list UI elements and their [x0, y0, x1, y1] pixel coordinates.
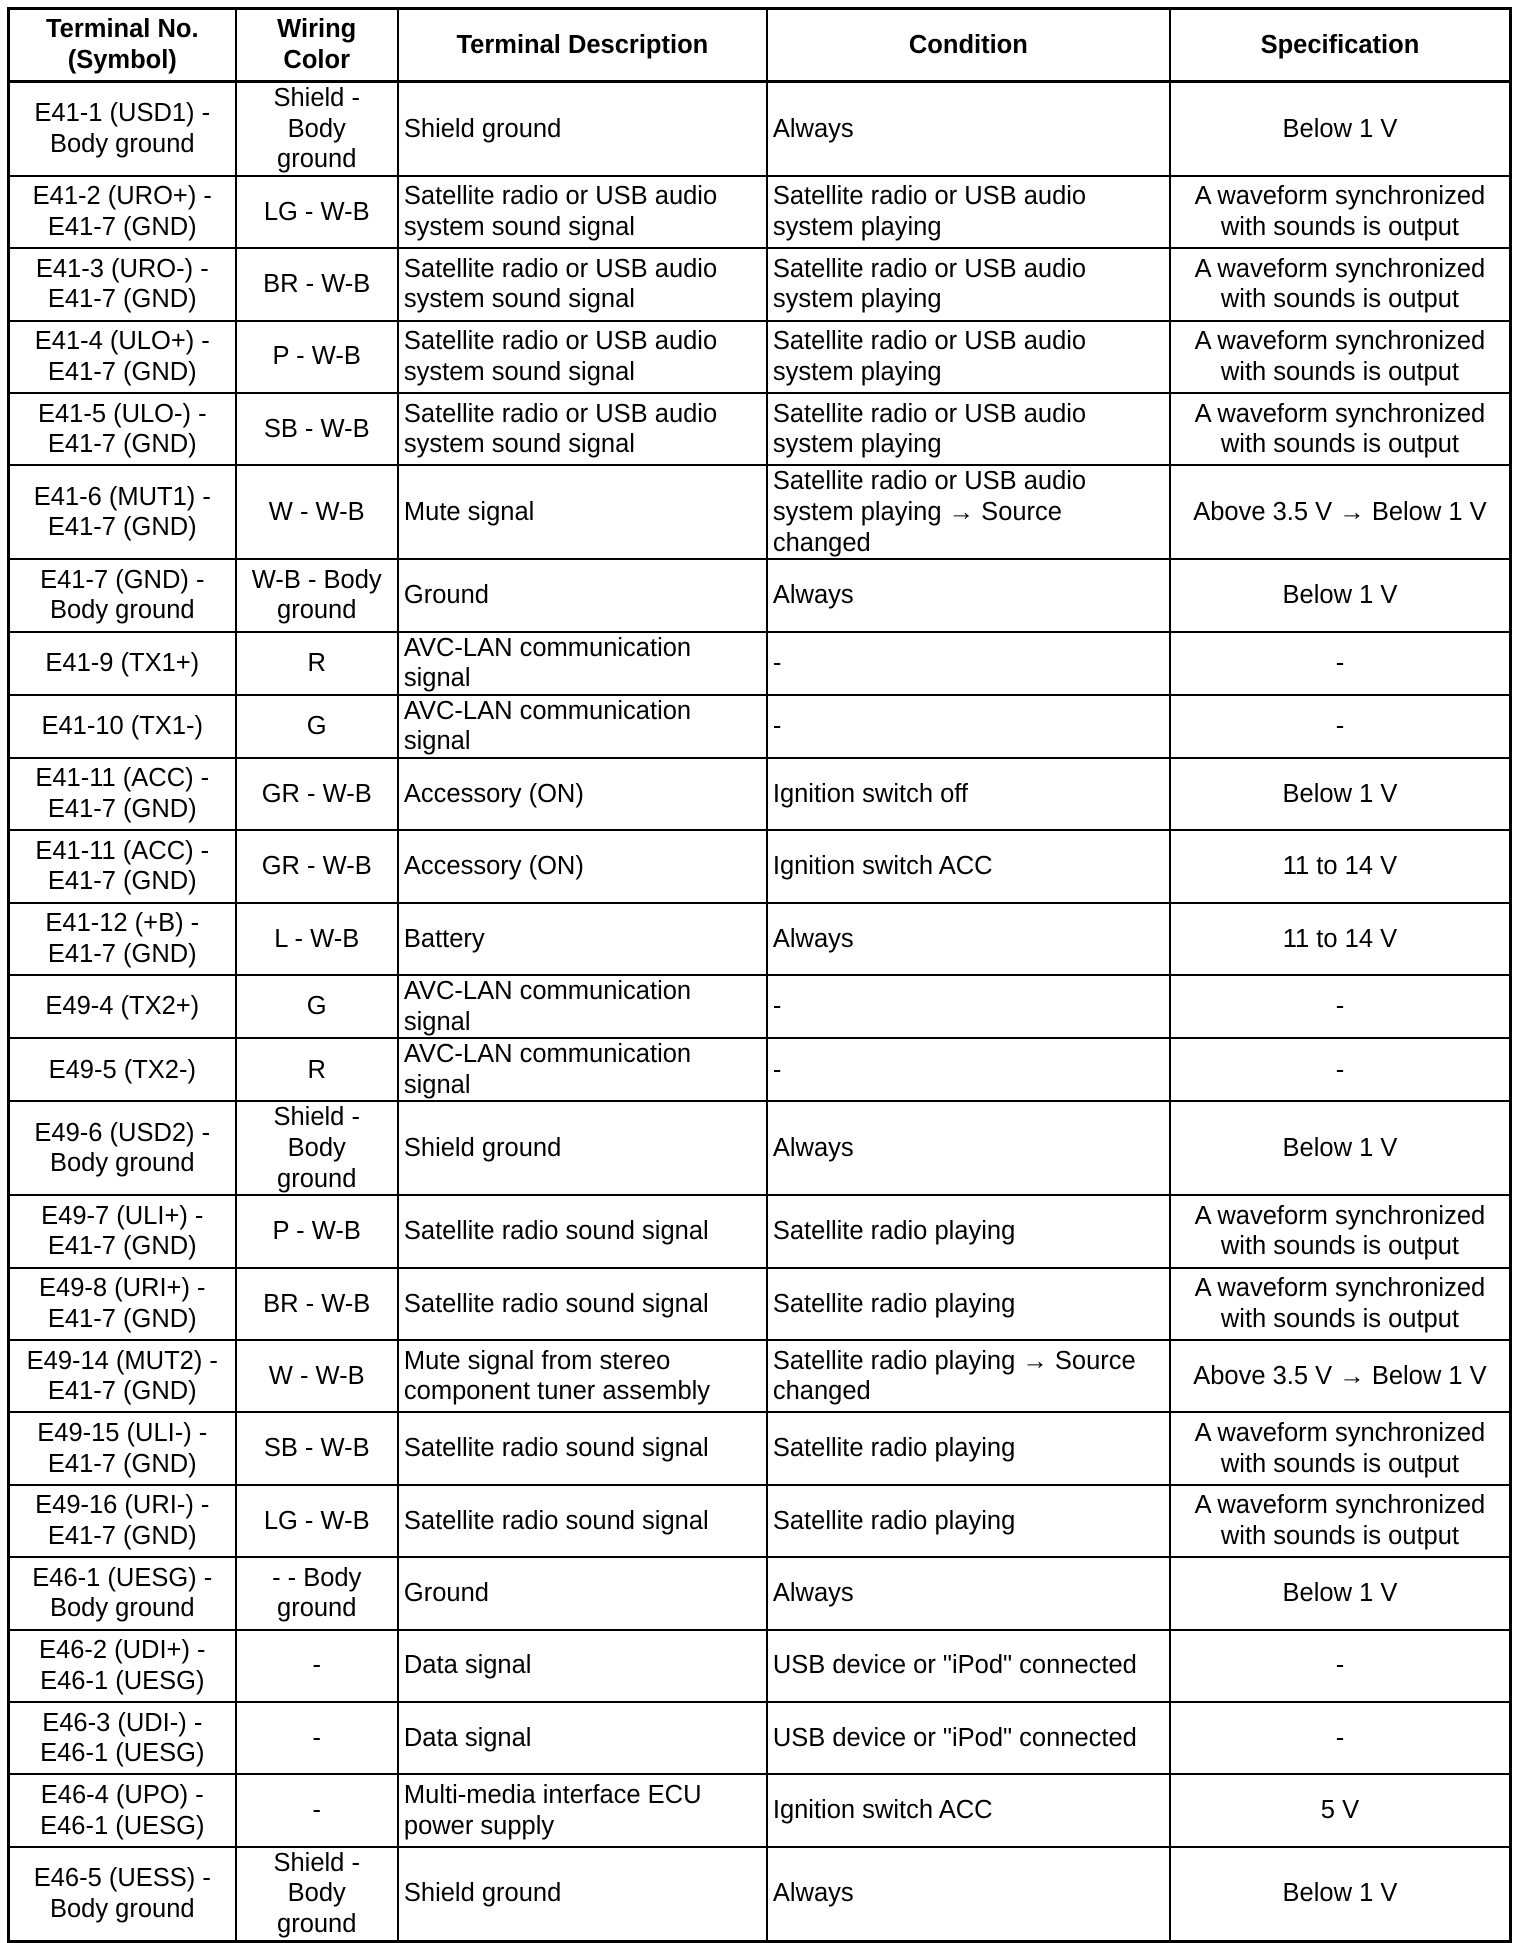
table-row — [9, 1630, 1511, 1702]
wiring-color-cell: R — [236, 1038, 398, 1101]
specification-cell: - — [1170, 1702, 1511, 1774]
table-row — [9, 82, 1511, 176]
specification-cell: Below 1 V — [1170, 758, 1511, 830]
condition-cell: Satellite radio or USB audio system playing — [767, 321, 1170, 393]
table-row — [9, 176, 1511, 248]
wiring-color-cell: GR - W-B — [236, 758, 398, 830]
description-cell: Satellite radio or USB audio system sound signal — [398, 248, 767, 320]
description-cell: Ground — [398, 559, 767, 631]
condition-cell: Ignition switch ACC — [767, 1774, 1170, 1846]
header-specification: Specification — [1170, 9, 1511, 82]
description-cell: AVC-LAN communication signal — [398, 695, 767, 758]
description-cell: Multi-media interface ECU power supply — [398, 1774, 767, 1846]
wiring-color-cell: Shield - Body ground — [236, 1847, 398, 1941]
header-terminal-no: Terminal No. (Symbol) — [9, 9, 236, 82]
table-row — [9, 465, 1511, 559]
specification-cell: Below 1 V — [1170, 1557, 1511, 1629]
header-terminal-description: Terminal Description — [398, 9, 767, 82]
specification-cell: A waveform synchronized with sounds is output — [1170, 393, 1511, 465]
wiring-color-cell: G — [236, 695, 398, 758]
condition-cell: Always — [767, 1557, 1170, 1629]
terminal-cell: E46-3 (UDI-) - E46-1 (UESG) — [9, 1702, 236, 1774]
specification-cell: - — [1170, 975, 1511, 1038]
table-row — [9, 975, 1511, 1038]
specification-cell: 11 to 14 V — [1170, 903, 1511, 975]
condition-cell: USB device or "iPod" connected — [767, 1630, 1170, 1702]
condition-cell: Satellite radio or USB audio system playing — [767, 176, 1170, 248]
terminal-cell: E49-5 (TX2-) — [9, 1038, 236, 1101]
terminal-cell: E49-4 (TX2+) — [9, 975, 236, 1038]
wiring-color-cell: SB - W-B — [236, 1412, 398, 1484]
wiring-color-cell: W - W-B — [236, 465, 398, 559]
wiring-color-cell: BR - W-B — [236, 248, 398, 320]
description-cell: Mute signal — [398, 465, 767, 559]
wiring-color-cell: BR - W-B — [236, 1268, 398, 1340]
description-cell: AVC-LAN communication signal — [398, 632, 767, 695]
condition-cell: Always — [767, 1847, 1170, 1941]
specification-cell: A waveform synchronized with sounds is output — [1170, 176, 1511, 248]
description-cell: AVC-LAN communication signal — [398, 1038, 767, 1101]
terminal-cell: E46-2 (UDI+) - E46-1 (UESG) — [9, 1630, 236, 1702]
table-row — [9, 1557, 1511, 1629]
terminal-cell: E41-2 (URO+) - E41-7 (GND) — [9, 176, 236, 248]
terminal-cell: E46-4 (UPO) - E46-1 (UESG) — [9, 1774, 236, 1846]
table-row — [9, 1847, 1511, 1941]
table-row — [9, 1340, 1511, 1412]
wiring-color-cell: LG - W-B — [236, 1485, 398, 1557]
table-row — [9, 559, 1511, 631]
table-row — [9, 1038, 1511, 1101]
wiring-color-cell: - — [236, 1702, 398, 1774]
specification-cell: Above 3.5 V → Below 1 V — [1170, 1340, 1511, 1412]
condition-cell: Always — [767, 1101, 1170, 1195]
specification-cell: Below 1 V — [1170, 1847, 1511, 1941]
terminal-cell: E41-3 (URO-) - E41-7 (GND) — [9, 248, 236, 320]
specification-cell: Below 1 V — [1170, 1101, 1511, 1195]
table-row — [9, 321, 1511, 393]
wiring-color-cell: Shield - Body ground — [236, 1101, 398, 1195]
description-cell: AVC-LAN communication signal — [398, 975, 767, 1038]
terminal-cell: E49-6 (USD2) - Body ground — [9, 1101, 236, 1195]
table-row — [9, 1412, 1511, 1484]
specification-cell: 5 V — [1170, 1774, 1511, 1846]
terminal-cell: E41-5 (ULO-) - E41-7 (GND) — [9, 393, 236, 465]
terminal-cell: E41-10 (TX1-) — [9, 695, 236, 758]
specification-cell: - — [1170, 1630, 1511, 1702]
condition-cell: Satellite radio playing → Source changed — [767, 1340, 1170, 1412]
specification-cell: A waveform synchronized with sounds is output — [1170, 1412, 1511, 1484]
terminal-cell: E41-6 (MUT1) - E41-7 (GND) — [9, 465, 236, 559]
condition-cell: - — [767, 975, 1170, 1038]
terminal-cell: E41-9 (TX1+) — [9, 632, 236, 695]
terminal-cell: E41-1 (USD1) - Body ground — [9, 82, 236, 176]
condition-cell: Satellite radio or USB audio system playing → Source changed — [767, 465, 1170, 559]
specification-cell: A waveform synchronized with sounds is output — [1170, 1268, 1511, 1340]
terminal-cell: E41-11 (ACC) - E41-7 (GND) — [9, 830, 236, 902]
table-row — [9, 695, 1511, 758]
table-row — [9, 393, 1511, 465]
table-row — [9, 1702, 1511, 1774]
wiring-color-cell: LG - W-B — [236, 176, 398, 248]
table-row — [9, 632, 1511, 695]
wiring-color-cell: W-B - Body ground — [236, 559, 398, 631]
table-row — [9, 1101, 1511, 1195]
specification-cell: A waveform synchronized with sounds is output — [1170, 321, 1511, 393]
description-cell: Satellite radio or USB audio system sound signal — [398, 321, 767, 393]
terminal-cell: E46-1 (UESG) - Body ground — [9, 1557, 236, 1629]
table-row — [9, 1485, 1511, 1557]
description-cell: Shield ground — [398, 82, 767, 176]
specification-cell: A waveform synchronized with sounds is output — [1170, 248, 1511, 320]
wiring-color-cell: - — [236, 1630, 398, 1702]
description-cell: Accessory (ON) — [398, 830, 767, 902]
table-row — [9, 1268, 1511, 1340]
condition-cell: - — [767, 695, 1170, 758]
condition-cell: Always — [767, 82, 1170, 176]
table-row — [9, 903, 1511, 975]
wiring-color-cell: - — [236, 1774, 398, 1846]
table-row — [9, 830, 1511, 902]
condition-cell: Always — [767, 559, 1170, 631]
description-cell: Satellite radio sound signal — [398, 1485, 767, 1557]
wiring-color-cell: R — [236, 632, 398, 695]
specification-cell: - — [1170, 1038, 1511, 1101]
description-cell: Satellite radio sound signal — [398, 1268, 767, 1340]
condition-cell: - — [767, 632, 1170, 695]
wiring-color-cell: P - W-B — [236, 321, 398, 393]
specification-cell: Below 1 V — [1170, 559, 1511, 631]
description-cell: Ground — [398, 1557, 767, 1629]
terminal-cell: E49-15 (ULI-) - E41-7 (GND) — [9, 1412, 236, 1484]
condition-cell: Satellite radio or USB audio system playing — [767, 248, 1170, 320]
table-row — [9, 248, 1511, 320]
wiring-color-cell: W - W-B — [236, 1340, 398, 1412]
specification-cell: - — [1170, 632, 1511, 695]
condition-cell: USB device or "iPod" connected — [767, 1702, 1170, 1774]
condition-cell: Ignition switch off — [767, 758, 1170, 830]
table-body — [9, 82, 1511, 1942]
specification-cell: A waveform synchronized with sounds is output — [1170, 1195, 1511, 1267]
terminal-cell: E41-4 (ULO+) - E41-7 (GND) — [9, 321, 236, 393]
table-row — [9, 758, 1511, 830]
wiring-color-cell: Shield - Body ground — [236, 82, 398, 176]
wiring-color-cell: L - W-B — [236, 903, 398, 975]
wiring-color-cell: P - W-B — [236, 1195, 398, 1267]
header-wiring-color: Wiring Color — [236, 9, 398, 82]
description-cell: Satellite radio or USB audio system sound signal — [398, 393, 767, 465]
description-cell: Accessory (ON) — [398, 758, 767, 830]
condition-cell: Ignition switch ACC — [767, 830, 1170, 902]
condition-cell: Satellite radio playing — [767, 1412, 1170, 1484]
wiring-color-cell: G — [236, 975, 398, 1038]
table-row — [9, 1774, 1511, 1846]
wiring-color-cell: - - Body ground — [236, 1557, 398, 1629]
description-cell: Mute signal from stereo component tuner assembly — [398, 1340, 767, 1412]
terminal-cell: E41-12 (+B) - E41-7 (GND) — [9, 903, 236, 975]
terminal-cell: E49-8 (URI+) - E41-7 (GND) — [9, 1268, 236, 1340]
condition-cell: Satellite radio playing — [767, 1268, 1170, 1340]
terminal-cell: E41-7 (GND) - Body ground — [9, 559, 236, 631]
wiring-color-cell: SB - W-B — [236, 393, 398, 465]
description-cell: Data signal — [398, 1630, 767, 1702]
terminal-cell: E49-14 (MUT2) - E41-7 (GND) — [9, 1340, 236, 1412]
specification-cell: A waveform synchronized with sounds is output — [1170, 1485, 1511, 1557]
header-row — [9, 9, 1511, 82]
terminal-cell: E41-11 (ACC) - E41-7 (GND) — [9, 758, 236, 830]
description-cell: Shield ground — [398, 1101, 767, 1195]
condition-cell: Satellite radio or USB audio system playing — [767, 393, 1170, 465]
table-row — [9, 1195, 1511, 1267]
terminal-spec-table — [7, 7, 1512, 1943]
terminal-cell: E49-16 (URI-) - E41-7 (GND) — [9, 1485, 236, 1557]
condition-cell: Satellite radio playing — [767, 1485, 1170, 1557]
terminal-cell: E46-5 (UESS) - Body ground — [9, 1847, 236, 1941]
description-cell: Shield ground — [398, 1847, 767, 1941]
terminal-cell: E49-7 (ULI+) - E41-7 (GND) — [9, 1195, 236, 1267]
specification-cell: 11 to 14 V — [1170, 830, 1511, 902]
condition-cell: - — [767, 1038, 1170, 1101]
specification-cell: Below 1 V — [1170, 82, 1511, 176]
condition-cell: Always — [767, 903, 1170, 975]
condition-cell: Satellite radio playing — [767, 1195, 1170, 1267]
header-condition: Condition — [767, 9, 1170, 82]
wiring-color-cell: GR - W-B — [236, 830, 398, 902]
description-cell: Satellite radio sound signal — [398, 1195, 767, 1267]
description-cell: Data signal — [398, 1702, 767, 1774]
specification-cell: Above 3.5 V → Below 1 V — [1170, 465, 1511, 559]
specification-cell: - — [1170, 695, 1511, 758]
description-cell: Satellite radio or USB audio system sound signal — [398, 176, 767, 248]
description-cell: Battery — [398, 903, 767, 975]
description-cell: Satellite radio sound signal — [398, 1412, 767, 1484]
